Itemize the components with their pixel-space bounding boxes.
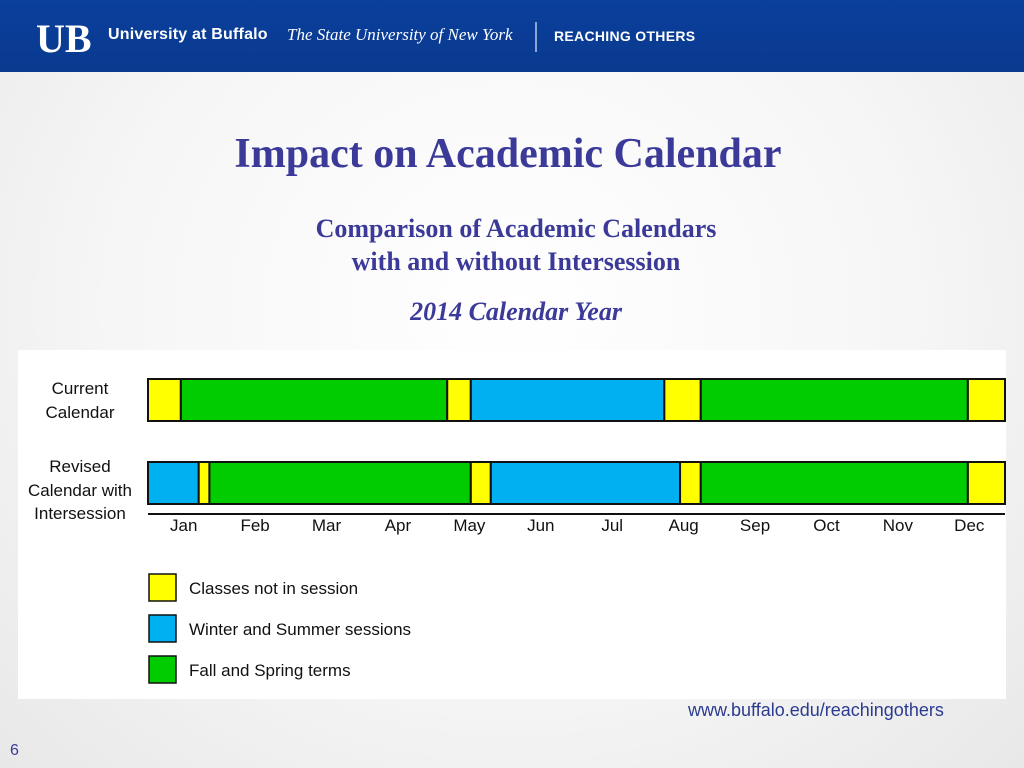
tick-label-nov: Nov xyxy=(882,516,913,535)
subtitle-line-1: Comparison of Academic Calendars xyxy=(315,214,717,243)
state-university-name: The State University of New York xyxy=(287,25,513,44)
timeline-segment-row2-2 xyxy=(199,462,210,504)
row-label-1-line-2: Calendar xyxy=(45,403,115,422)
tick-label-jan: Jan xyxy=(169,516,198,535)
timeline-segment-row2-8 xyxy=(968,462,1005,504)
tick-label-sep: Sep xyxy=(739,516,771,535)
tick-label-jul: Jul xyxy=(601,516,624,535)
slide-title: Impact on Academic Calendar xyxy=(234,131,782,177)
timeline-segment-row1-7 xyxy=(968,379,1005,421)
row-label-2-line-1: Revised xyxy=(49,457,111,476)
row-label-2-line-2: Calendar with xyxy=(28,481,132,500)
subtitle-line-2: with and without Intersession xyxy=(351,247,681,276)
timeline-segment-row2-1 xyxy=(148,462,199,504)
svg-text:UB: UB xyxy=(36,18,92,58)
tick-label-mar: Mar xyxy=(311,516,342,535)
tick-label-may: May xyxy=(453,516,486,535)
legend-swatch-1 xyxy=(149,574,176,601)
tick-label-apr: Apr xyxy=(384,516,412,535)
tick-label-jun: Jun xyxy=(527,516,555,535)
row-label-2-line-3: Intersession xyxy=(34,504,126,523)
page-number: 6 xyxy=(10,742,19,759)
calendar-chart-panel xyxy=(18,350,1006,699)
website-url[interactable]: www.buffalo.edu/reachingothers xyxy=(688,700,944,720)
timeline-segment-row1-5 xyxy=(664,379,700,421)
legend-label-1: Classes not in session xyxy=(189,579,359,598)
ub-logo-icon xyxy=(36,18,102,58)
legend-label-2: Winter and Summer sessions xyxy=(189,620,412,639)
tick-label-dec: Dec xyxy=(954,516,985,535)
legend-swatch-3 xyxy=(149,656,176,683)
header-tagline: REACHING OTHERS xyxy=(554,28,696,44)
row-label-1-line-1: Current xyxy=(51,379,109,398)
calendar-chart xyxy=(18,350,1006,699)
tick-label-aug: Aug xyxy=(668,516,699,535)
university-name: University at Buffalo xyxy=(108,26,268,43)
timeline-segment-row1-6 xyxy=(701,379,968,421)
header-banner xyxy=(0,0,1024,72)
timeline-segment-row2-3 xyxy=(209,462,470,504)
timeline-segment-row1-1 xyxy=(148,379,181,421)
timeline-segment-row2-5 xyxy=(491,462,680,504)
legend-label-3: Fall and Spring terms xyxy=(189,661,351,680)
year-label: 2014 Calendar Year xyxy=(410,297,622,326)
header-divider xyxy=(535,22,537,52)
timeline-segment-row1-3 xyxy=(447,379,471,421)
timeline-segment-row2-7 xyxy=(701,462,968,504)
timeline-segment-row1-2 xyxy=(181,379,447,421)
tick-label-oct: Oct xyxy=(813,516,840,535)
legend-swatch-2 xyxy=(149,615,176,642)
timeline-segment-row1-4 xyxy=(471,379,665,421)
tick-label-feb: Feb xyxy=(240,516,270,535)
slide-subtitle xyxy=(0,212,1024,278)
timeline-segment-row2-6 xyxy=(680,462,701,504)
timeline-segment-row2-4 xyxy=(471,462,491,504)
